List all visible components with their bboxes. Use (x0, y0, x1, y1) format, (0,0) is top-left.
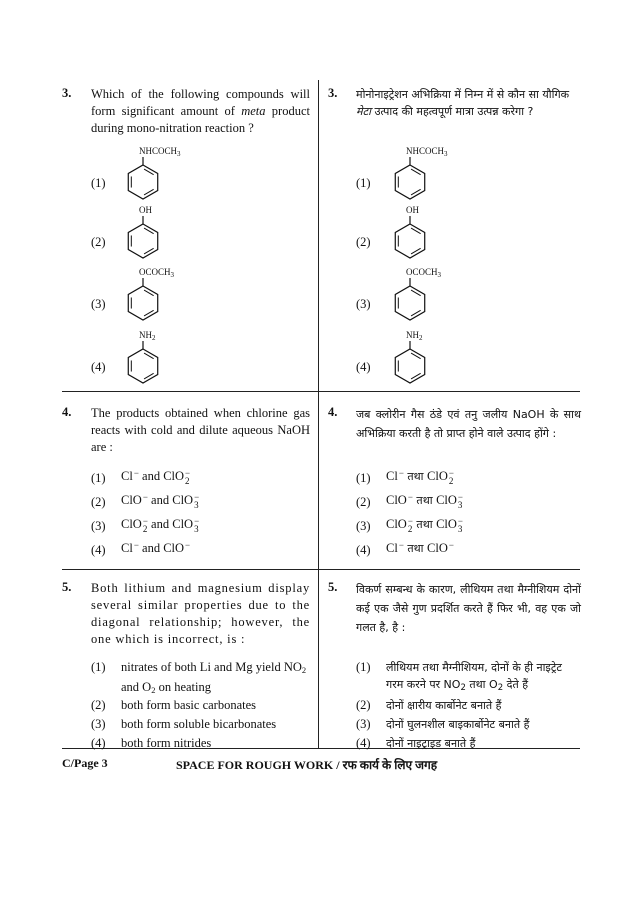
benzene-ring-icon (125, 277, 165, 323)
q3-en-opt4-num: (4) (91, 360, 106, 374)
q5-en-opt1-text: nitrates of both Li and Mg yield $NO_2$ and $O_2$ on heating (121, 660, 307, 695)
q4-en-opt4-text: Cl − and ClO − (121, 540, 191, 555)
q3-hi-opt4-substituent: $NH_2$ (406, 330, 423, 342)
q4-en-opt3-num: (3) (91, 519, 106, 533)
q5-number-en: 5. (62, 580, 72, 594)
q3-en-opt3-num: (3) (91, 297, 106, 311)
page-number: C/Page 3 (62, 756, 108, 770)
column-divider (318, 80, 319, 748)
q5-hi-opt1-num: (1) (356, 660, 371, 674)
benzene-ring-icon (125, 156, 165, 202)
q3-number-en: 3. (62, 86, 72, 100)
q3-en-opt2-num: (2) (91, 235, 106, 249)
q3-hi-opt3-num: (3) (356, 297, 371, 311)
separator-q3-q4 (62, 391, 580, 392)
q4-en-opt4-num: (4) (91, 543, 106, 557)
q3-number-hi: 3. (328, 86, 338, 100)
benzene-ring-icon (392, 277, 432, 323)
q5-hi-opt3-num: (3) (356, 717, 371, 731)
q3-hi-opt1-substituent: $NHCOCH_3$ (406, 146, 448, 158)
q5-en-opt2-text: both form basic carbonates (121, 698, 257, 712)
q5-hi-opt4-num: (4) (356, 736, 371, 750)
q3-text-en: Which of the following compounds will form significant amount of meta product during mono-nitration reaction ? (91, 87, 310, 135)
q5-hi-opt1-text: लीथियम तथा मैग्नीशियम, दोनों के ही नाइट्रेट गरम करने पर $NO_2$ तथा $O_2$ देते हैं (386, 661, 562, 693)
q5-en-opt3-num: (3) (91, 717, 106, 731)
q4-hi-opt4-num: (4) (356, 543, 371, 557)
q5-text-en: Both lithium and magnesium display several similar properties due to the diagonal relationship; however, the one which is incorrect, is : (91, 581, 310, 646)
q3-en-opt1-substituent: $NHCOCH_3$ (139, 146, 181, 158)
q3-hi-opt4-num: (4) (356, 360, 371, 374)
q5-hi-opt3-text: दोनों घुलनशील बाइकार्बोनेट बनाते हैं (386, 718, 530, 731)
q4-hi-opt2-text: ClO − तथा ClO − 3 (386, 492, 463, 511)
q4-hi-opt2-num: (2) (356, 495, 371, 509)
q5-number-hi: 5. (328, 580, 338, 594)
q5-en-opt1-num: (1) (91, 660, 106, 674)
q3-en-opt1-num: (1) (91, 176, 106, 190)
benzene-ring-icon (392, 156, 432, 202)
q4-en-opt2-num: (2) (91, 495, 106, 509)
q3-en-opt4-substituent: $NH_2$ (139, 330, 156, 342)
q3-hi-opt2-substituent: OH (406, 205, 419, 215)
q3-en-opt2-substituent: OH (139, 205, 152, 215)
q4-en-opt1-num: (1) (91, 471, 106, 485)
q3-en-opt3-substituent: $OCOCH_3$ (139, 267, 175, 279)
q5-en-opt4-num: (4) (91, 736, 106, 750)
q4-en-opt2-text: ClO − and ClO − 3 (121, 492, 200, 511)
q4-hi-opt4-text: Cl − तथा ClO − (386, 540, 454, 555)
q4-text-hi: जब क्लोरीन गैस ठंडे एवं तनु जलीय NaOH के साथ अभिक्रिया करती है तो प्राप्त होने वाले उत्पाद होंगे : (356, 408, 581, 440)
benzene-ring-icon (125, 340, 165, 386)
q4-en-opt3-text: ClO − 2 and ClO − 3 (121, 516, 200, 535)
benzene-ring-icon (392, 340, 432, 386)
q4-number-en: 4. (62, 405, 72, 419)
q4-hi-opt3-num: (3) (356, 519, 371, 533)
q5-hi-opt2-text: दोनों क्षारीय कार्बोनेट बनाते हैं (386, 699, 502, 712)
q4-hi-opt3-text: ClO − 2 तथा ClO − 3 (386, 516, 463, 535)
q4-en-opt1-text: Cl − and ClO − 2 (121, 468, 191, 487)
q3-hi-opt1-num: (1) (356, 176, 371, 190)
q5-hi-opt4-text: दोनों नाइट्राइड बनाते हैं (386, 737, 476, 750)
q3-text-hi: मोनोनाइट्रेशन अभिक्रिया में निम्न में से कौन सा यौगिक मेटा उत्पाद की महत्वपूर्ण मात्रा उत्पन्न करेगा ? (356, 88, 570, 118)
q5-en-opt3-text: both form soluble bicarbonates (121, 717, 277, 731)
separator-q4-q5 (62, 569, 580, 570)
rough-work-label: SPACE FOR ROUGH WORK / रफ कार्य के लिए जगह (176, 758, 438, 772)
q3-hi-opt3-substituent: $OCOCH_3$ (406, 267, 442, 279)
q4-number-hi: 4. (328, 405, 338, 419)
q5-text-hi: विकर्ण सम्बन्ध के कारण, लीथियम तथा मैग्नीशियम दोनों कई एक जैसे गुण प्रदर्शित करते हैं फिर भी, वह एक जो गलत है, है : (356, 583, 581, 634)
q4-hi-opt1-text: Cl − तथा ClO − 2 (386, 468, 454, 487)
q5-hi-opt2-num: (2) (356, 698, 371, 712)
benzene-ring-icon (125, 215, 165, 261)
benzene-ring-icon (392, 215, 432, 261)
q4-hi-opt1-num: (1) (356, 471, 371, 485)
q3-hi-opt2-num: (2) (356, 235, 371, 249)
q5-en-opt2-num: (2) (91, 698, 106, 712)
q4-text-en: The products obtained when chlorine gas reacts with cold and dilute aqueous NaOH are : (91, 406, 310, 454)
q5-en-opt4-text: both form nitrides (121, 736, 212, 750)
